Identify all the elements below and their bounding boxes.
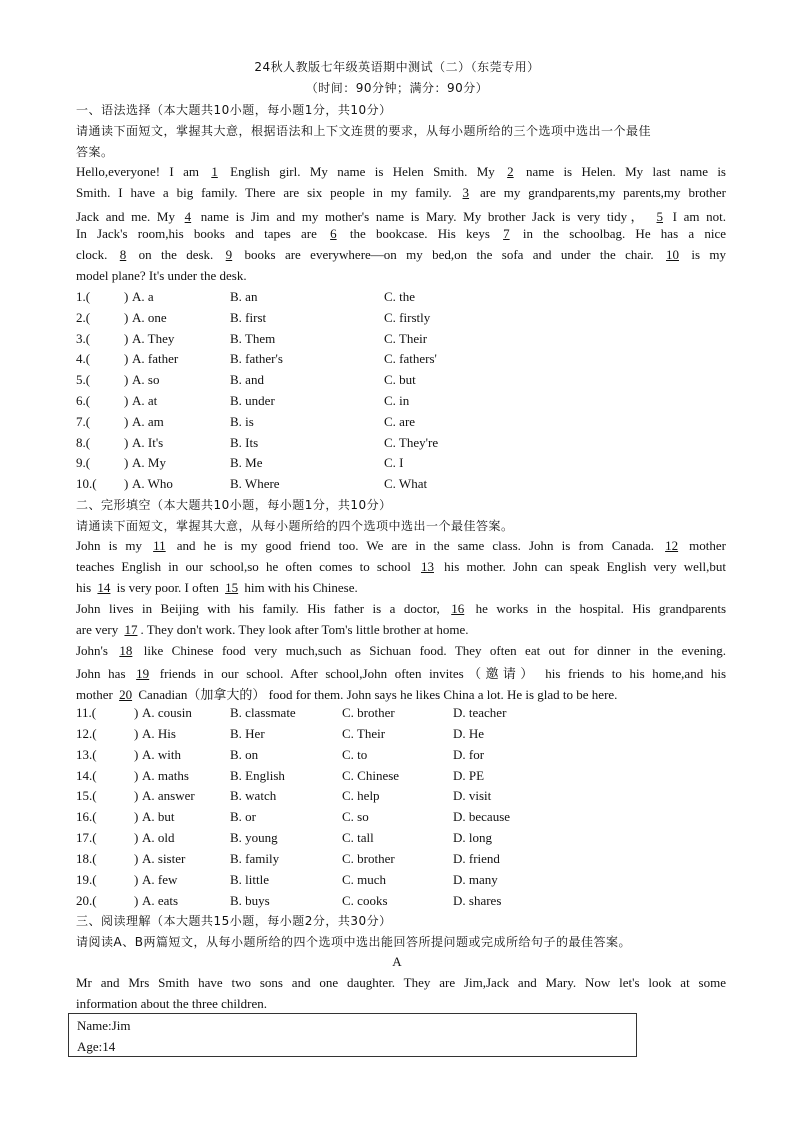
option-c: C. are: [384, 413, 416, 429]
info-card-age: Age:14: [77, 1039, 116, 1054]
option-d: D. many: [453, 871, 498, 887]
blank-number: 9: [225, 247, 233, 263]
passage-line: [76, 185, 726, 201]
option-b: B. buys: [230, 892, 270, 908]
passage-text: Smith. I have a big family. There are six people in my family.: [76, 184, 460, 200]
reading-passage-line: information about the three children.: [76, 996, 267, 1011]
option-c: C. tall: [342, 830, 374, 846]
answer-blank[interactable]: ): [124, 413, 129, 429]
passage-line: [76, 559, 726, 575]
option-b: B. on: [230, 746, 259, 762]
option-d: D. long: [453, 830, 492, 846]
answer-blank[interactable]: ): [134, 871, 139, 887]
option-d: D. for: [453, 746, 485, 762]
blank-number: 20: [119, 687, 133, 703]
passage-text: are my grandparents,my parents,my brother: [472, 184, 726, 200]
option-c: C. in: [384, 393, 410, 408]
option-b: B. first: [230, 309, 267, 325]
passage-line: [76, 622, 726, 638]
passage-text: mother: [681, 538, 727, 553]
option-c: C. Their: [342, 725, 386, 741]
option-b: B. Her: [230, 725, 265, 741]
option-a: A. so: [132, 372, 160, 388]
passage-text: In Jack's room,his books and tapes are: [76, 226, 328, 242]
passage-line: [76, 601, 726, 617]
info-card-name: Name:Jim: [77, 1018, 131, 1033]
blank-number: 8: [119, 247, 127, 263]
question-number: 13.(: [76, 746, 97, 762]
passage-text: are very: [76, 621, 122, 637]
passage-text: friends in our school. After school,John often invites（邀请） his friends to his home,and his: [152, 666, 727, 682]
option-b: B. watch: [230, 788, 277, 804]
option-c: C. much: [342, 871, 387, 887]
answer-blank[interactable]: ): [124, 330, 129, 346]
question-number: 1.(: [76, 289, 91, 304]
option-a: A. at: [132, 393, 158, 408]
option-c: C. help: [342, 788, 380, 804]
blank-number: 5: [656, 208, 663, 224]
passage-text: name is Jim and my mother's name is Mary. My brother Jack is very tidy，: [194, 208, 654, 224]
passage-line: [76, 164, 726, 180]
answer-blank[interactable]: ): [124, 309, 129, 325]
part-a-label: A: [392, 954, 402, 969]
option-d: D. shares: [453, 892, 502, 908]
blank-number: 7: [503, 226, 510, 242]
option-d: D. visit: [453, 788, 492, 804]
blank-number: 17: [124, 621, 138, 637]
option-c: C. I: [384, 455, 404, 471]
answer-blank[interactable]: ): [134, 746, 139, 762]
passage-line: [76, 580, 726, 596]
answer-blank[interactable]: ): [124, 476, 129, 492]
passage-text: English girl. My name is Helen Smith. My: [220, 164, 505, 179]
question-number: 20.(: [76, 892, 97, 908]
option-d: D. He: [453, 725, 485, 741]
passage-line: [76, 206, 726, 225]
question-number: 3.(: [76, 330, 91, 346]
option-b: B. English: [230, 767, 285, 783]
passage-text: Canadian（加拿大的） food for them. John says he likes China a lot. He is glad to be here.: [135, 687, 618, 703]
passage-text: Hello,everyone! I am: [76, 164, 209, 179]
exam-title: 24秋人教版七年级英语期中测试（二）（东莞专用）: [254, 60, 540, 74]
passage-text: teaches English in our school,so he often comes to school: [76, 558, 418, 574]
option-b: B. under: [230, 393, 275, 408]
passage-text: John lives in Beijing with his family. His father is a doctor,: [76, 600, 449, 616]
option-a: A. They: [132, 330, 175, 346]
passage-text: John is my: [76, 538, 151, 553]
option-a: A. old: [142, 830, 175, 846]
blank-number: 16: [451, 600, 465, 616]
passage-line: [76, 538, 726, 554]
passage-line: [76, 684, 726, 703]
question-number: 4.(: [76, 351, 91, 367]
section3-instruction: 请阅读A、B两篇短文，从每小题所给的四个选项中选出能回答所提问题或完成所给句子的最佳答案。: [76, 935, 631, 949]
passage-line: [76, 247, 726, 263]
blank-number: 15: [225, 579, 239, 595]
passage-text: him with his Chinese.: [241, 579, 358, 595]
answer-blank[interactable]: ): [134, 705, 139, 720]
passage-text: like Chinese food very much,such as Sichuan food. They often eat out for dinner in the evening.: [135, 642, 726, 658]
section2-instruction: 请通读下面短文，掌握其大意，从每小题所给的四个选项中选出一个最佳答案。: [76, 519, 514, 533]
option-c: C. cooks: [342, 892, 388, 908]
passage-line: [76, 643, 726, 659]
passage-text: name is Helen. My last name is: [516, 164, 726, 179]
option-c: C. What: [384, 476, 428, 492]
question-number: 17.(: [76, 830, 97, 846]
section3-heading: 三、阅读理解（本大题共15小题，每小题2分，共30分）: [76, 914, 392, 928]
answer-blank[interactable]: ): [124, 434, 129, 450]
answer-blank[interactable]: ): [134, 809, 139, 825]
option-a: A. one: [132, 309, 167, 325]
answer-blank[interactable]: ): [134, 767, 139, 783]
question-number: 2.(: [76, 309, 91, 325]
answer-blank[interactable]: ): [124, 351, 129, 367]
answer-blank[interactable]: ): [134, 788, 139, 804]
answer-blank[interactable]: ): [124, 372, 129, 388]
option-c: C. brother: [342, 705, 395, 720]
passage-line: [76, 663, 726, 682]
blank-number: 12: [665, 538, 679, 553]
passage-text: is very poor. I often: [113, 579, 223, 595]
passage-line: [76, 226, 726, 242]
blank-number: 19: [136, 666, 150, 682]
option-a: A. few: [142, 871, 178, 887]
option-b: B. an: [230, 289, 258, 304]
option-a: A. father: [132, 351, 179, 367]
question-number: 18.(: [76, 850, 97, 866]
option-b: B. Where: [230, 476, 280, 492]
option-d: D. because: [453, 809, 511, 825]
option-c: C. but: [384, 372, 416, 388]
question-number: 9.(: [76, 455, 91, 471]
blank-number: 3: [462, 184, 470, 200]
option-a: A. cousin: [142, 705, 192, 720]
question-number: 12.(: [76, 725, 97, 741]
option-a: A. maths: [142, 767, 189, 783]
question-number: 11.(: [76, 705, 97, 720]
option-b: B. classmate: [230, 705, 296, 720]
passage-text: . They don't work. They look after Tom's little brother at home.: [140, 621, 469, 637]
option-b: B. Its: [230, 434, 259, 450]
blank-number: 1: [211, 164, 218, 179]
option-a: A. eats: [142, 892, 179, 908]
question-number: 19.(: [76, 871, 97, 887]
option-a: A. It's: [132, 434, 164, 450]
option-c: C. so: [342, 809, 369, 825]
passage-text: Jack and me. My: [76, 208, 182, 224]
option-b: B. Them: [230, 330, 276, 346]
blank-number: 4: [184, 208, 192, 224]
option-b: B. father's: [230, 351, 283, 367]
option-c: C. brother: [342, 850, 395, 866]
option-b: B. is: [230, 413, 254, 429]
info-card: [68, 1013, 637, 1057]
option-c: C. Their: [384, 330, 428, 346]
passage-text: John has: [76, 666, 134, 682]
passage-text: books are everywhere—on my bed,on the sofa and under the chair.: [235, 247, 663, 263]
passage-text: clock.: [76, 247, 117, 263]
blank-number: 13: [420, 558, 434, 574]
question-number: 8.(: [76, 434, 91, 450]
passage-text: the bookcase. His keys: [339, 226, 501, 242]
passage-text: John's: [76, 642, 117, 658]
option-b: B. Me: [230, 455, 263, 471]
option-c: C. fathers': [384, 351, 437, 367]
question-number: 7.(: [76, 413, 91, 429]
blank-number: 6: [330, 226, 337, 242]
reading-passage-line: Mr and Mrs Smith have two sons and one daughter. They are Jim,Jack and Mary. Now let's look at some: [76, 975, 726, 990]
question-number: 5.(: [76, 372, 91, 388]
answer-blank[interactable]: ): [134, 850, 139, 866]
question-number: 14.(: [76, 767, 97, 783]
question-number: 10.(: [76, 476, 97, 492]
option-a: A. a: [132, 289, 154, 304]
answer-blank[interactable]: ): [134, 830, 139, 846]
option-d: D. teacher: [453, 705, 507, 720]
option-c: C. They're: [384, 434, 439, 450]
answer-blank[interactable]: ): [134, 892, 139, 908]
question-number: 15.(: [76, 788, 97, 804]
blank-number: 2: [507, 164, 514, 179]
answer-blank[interactable]: ): [124, 289, 129, 304]
option-a: A. with: [142, 746, 181, 762]
blank-number: 10: [665, 247, 679, 263]
option-a: A. am: [132, 413, 164, 429]
passage-text: in the schoolbag. He has a nice: [512, 226, 726, 242]
exam-subtitle: （时间：90分钟；满分：90分）: [305, 81, 489, 95]
option-c: C. Chinese: [342, 767, 400, 783]
section1-instruction: 请通读下面短文，掌握其大意，根据语法和上下文连贯的要求，从每小题所给的三个选项中选出一个最佳: [76, 124, 652, 138]
option-c: C. to: [342, 746, 368, 762]
option-b: B. family: [230, 850, 280, 866]
passage-text: his: [76, 579, 95, 595]
option-a: A. sister: [142, 850, 186, 866]
blank-number: 14: [97, 579, 111, 595]
option-d: D. friend: [453, 850, 500, 866]
option-a: A. His: [142, 725, 176, 741]
section2-heading: 二、完形填空（本大题共10小题，每小题1分，共10分）: [76, 498, 392, 512]
passage-text: model plane? It's under the desk.: [76, 268, 247, 283]
blank-number: 18: [119, 642, 133, 658]
option-c: C. firstly: [384, 309, 431, 325]
option-b: B. young: [230, 830, 278, 846]
passage-text: mother: [76, 687, 117, 703]
answer-blank[interactable]: ): [124, 393, 129, 408]
passage-line: [76, 268, 726, 284]
blank-number: 11: [153, 538, 166, 553]
option-a: A. Who: [132, 476, 173, 492]
section1-instruction-cont: 答案。: [76, 145, 114, 159]
passage-text: is my: [681, 247, 726, 263]
option-b: B. little: [230, 871, 269, 887]
passage-text: his mother. John can speak English very well,but: [436, 558, 726, 574]
answer-blank[interactable]: ): [124, 455, 129, 471]
passage-text: he works in the hospital. His grandparents: [467, 600, 727, 616]
question-number: 16.(: [76, 809, 97, 825]
option-c: C. the: [384, 289, 416, 304]
option-a: A. but: [142, 809, 175, 825]
option-b: B. and: [230, 372, 264, 388]
option-d: D. PE: [453, 767, 485, 783]
passage-text: I am not.: [666, 208, 727, 224]
question-number: 6.(: [76, 393, 91, 408]
answer-blank[interactable]: ): [134, 725, 139, 741]
passage-text: and he is my good friend too. We are in the same class. John is from Canada.: [168, 538, 663, 553]
passage-text: on the desk.: [129, 247, 223, 263]
section1-heading: 一、语法选择（本大题共10小题，每小题1分，共10分）: [76, 103, 392, 117]
option-b: B. or: [230, 809, 256, 825]
option-a: A. My: [132, 455, 166, 471]
option-a: A. answer: [142, 788, 195, 804]
